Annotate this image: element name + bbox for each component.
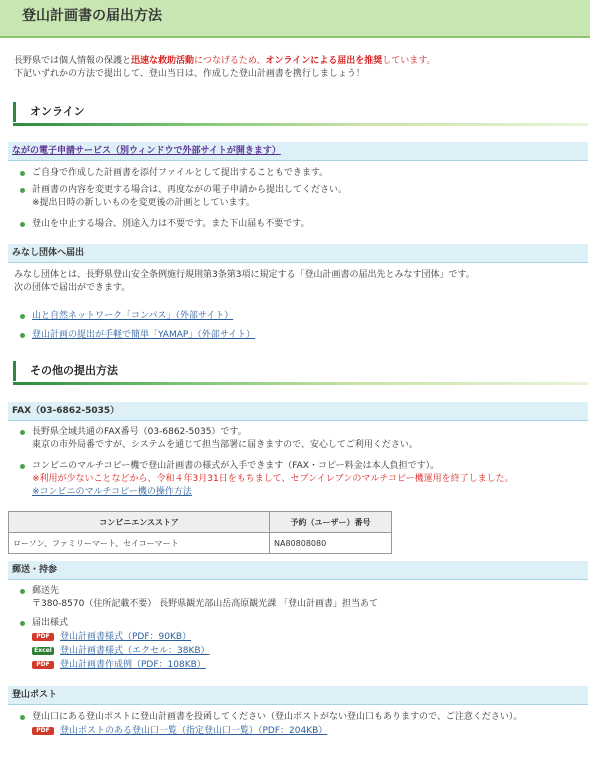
bullet-icon [20, 333, 25, 338]
list-item-text [32, 426, 582, 452]
bullet-icon [20, 430, 25, 435]
subheading-label: 登山ポスト [12, 690, 58, 700]
table-header: 予約（ユーザー）番号 [270, 512, 392, 533]
list-item-text: 登山を中止する場合、別途入力は不要です。また下山届も不要です。 [32, 219, 310, 229]
heading-label: その他の提出方法 [30, 364, 118, 377]
list-item-text [32, 585, 582, 611]
heading-bar [13, 102, 16, 122]
table-header-row [9, 512, 392, 533]
subheading-minashi [8, 244, 588, 263]
cvs-howto-link[interactable]: ※コンビニのマルチコピー機の操作方法 [32, 487, 192, 497]
post-list-pdf-link[interactable]: 登山ポストのある登山口一覧（指定登山口一覧）（PDF：204KB） [60, 726, 328, 736]
heading-underline [13, 382, 588, 385]
yamap-link[interactable]: 登山計画の提出が手軽で簡単「YAMAP」（外部サイト） [32, 330, 256, 340]
intro-text-a: 長野県では個人情報の保護と [14, 56, 132, 66]
heading-label: オンライン [30, 105, 85, 118]
form-excel-link[interactable]: 登山計画書様式（エクセル：38KB） [60, 646, 210, 656]
intro-text-c: につなげるため、 [194, 56, 266, 66]
heading-bar [13, 361, 16, 381]
fax-line-2: 東京の市外局番ですが、システムを通じて担当部署に届きますので、安心してご利用ください。 [32, 440, 418, 450]
pdf-icon: PDF [32, 661, 54, 669]
mail-line-1: 郵送先 [32, 586, 60, 596]
list-item-line: 計画書の内容を変更する場合は、再度ながの電子申請から提出してください。 [32, 185, 348, 195]
mail-address: 〒380-8570（住所記載不要） 長野県観光部山岳高原観光課 「登山計画書」担当あて [32, 599, 379, 609]
file-download-item [32, 631, 191, 644]
intro-line-1 [14, 55, 584, 68]
online-service-link[interactable]: ながの電子申請サービス（別ウィンドウで外部サイトが開きます） [12, 146, 281, 156]
page-title: 登山計画書の届出方法 [22, 8, 162, 24]
convenience-store-table [8, 511, 392, 554]
list-item-text: ご自身で作成した計画書を添付ファイルとして提出することもできます。 [32, 168, 329, 178]
list-item-text: 届出様式 [32, 618, 69, 628]
list-item-text [32, 184, 582, 210]
subheading-fax [8, 402, 588, 421]
bullet-icon [20, 621, 25, 626]
intro-text [14, 55, 584, 81]
fax-line-1: 長野県全域共通のFAX番号（03-6862-5035）です。 [32, 427, 247, 437]
intro-emphasis-rescue: 迅速な救助活動 [131, 56, 195, 66]
cvs-line-1: コンビニのマルチコピー機で登山計画書の様式が入手できます（FAX・コピー料金は本人負担です）。 [32, 461, 440, 471]
compass-link[interactable]: 山と自然ネットワーク「コンパス」（外部サイト） [32, 311, 234, 321]
example-pdf-link[interactable]: 登山計画書作成例（PDF：108KB） [60, 660, 206, 670]
minashi-line-1: みなし団体とは、長野県登山安全条例施行規則第3条第3項に規定する「登山計画書の届出先とみなす団体」です。 [14, 270, 475, 280]
cvs-notice: ※利用が少ないことなどから、令和４年3月31日をもちまして、セブンイレブンのマルチコピー機運用を終了しました。 [32, 474, 514, 484]
table-header: コンビニエンスストア [9, 512, 270, 533]
bullet-icon [20, 171, 25, 176]
bullet-icon [20, 222, 25, 227]
table-row [9, 533, 392, 554]
intro-emphasis-online: オンラインによる届出を推奨 [265, 56, 383, 66]
pdf-icon: PDF [32, 633, 54, 641]
subheading-online-service [8, 142, 588, 161]
intro-line-2: 下記いずれかの方法で提出して、登山当日は、作成した登山計画書を携行しましょう！ [14, 69, 365, 79]
list-item-text: 登山口にある登山ポストに登山計画書を投函してください（登山ポストがない登山口もありますので、ご注意ください）。 [32, 712, 523, 722]
file-download-item [32, 725, 327, 738]
subheading-label: 郵送・持参 [12, 565, 58, 575]
bullet-icon [20, 464, 25, 469]
section-heading-other [8, 361, 588, 385]
bullet-icon [20, 589, 25, 594]
subheading-label: みなし団体へ届出 [12, 248, 85, 258]
minashi-line-2: 次の団体で届出ができます。 [14, 283, 131, 293]
heading-underline [13, 123, 588, 126]
list-item-note: ※提出日時の新しいものを変更後の計画としています。 [32, 198, 255, 208]
pdf-icon: PDF [32, 727, 54, 735]
file-download-item [32, 659, 206, 672]
subheading-post [8, 686, 588, 705]
section-heading-online [8, 102, 588, 126]
table-cell: NA80808080 [270, 533, 392, 554]
minashi-description [14, 269, 584, 295]
intro-text-e: しています。 [382, 56, 436, 66]
title-bar [0, 0, 590, 38]
bullet-icon [20, 314, 25, 319]
excel-icon: Excel [32, 647, 54, 655]
subheading-label: FAX（03-6862-5035） [12, 406, 120, 416]
table-cell: ローソン、ファミリーマート、セイコーマート [9, 533, 270, 554]
form-pdf-link[interactable]: 登山計画書様式（PDF：90KB） [60, 632, 192, 642]
list-item-text [32, 460, 582, 499]
subheading-mail [8, 561, 588, 580]
bullet-icon [20, 188, 25, 193]
bullet-icon [20, 715, 25, 720]
file-download-item [32, 645, 210, 658]
